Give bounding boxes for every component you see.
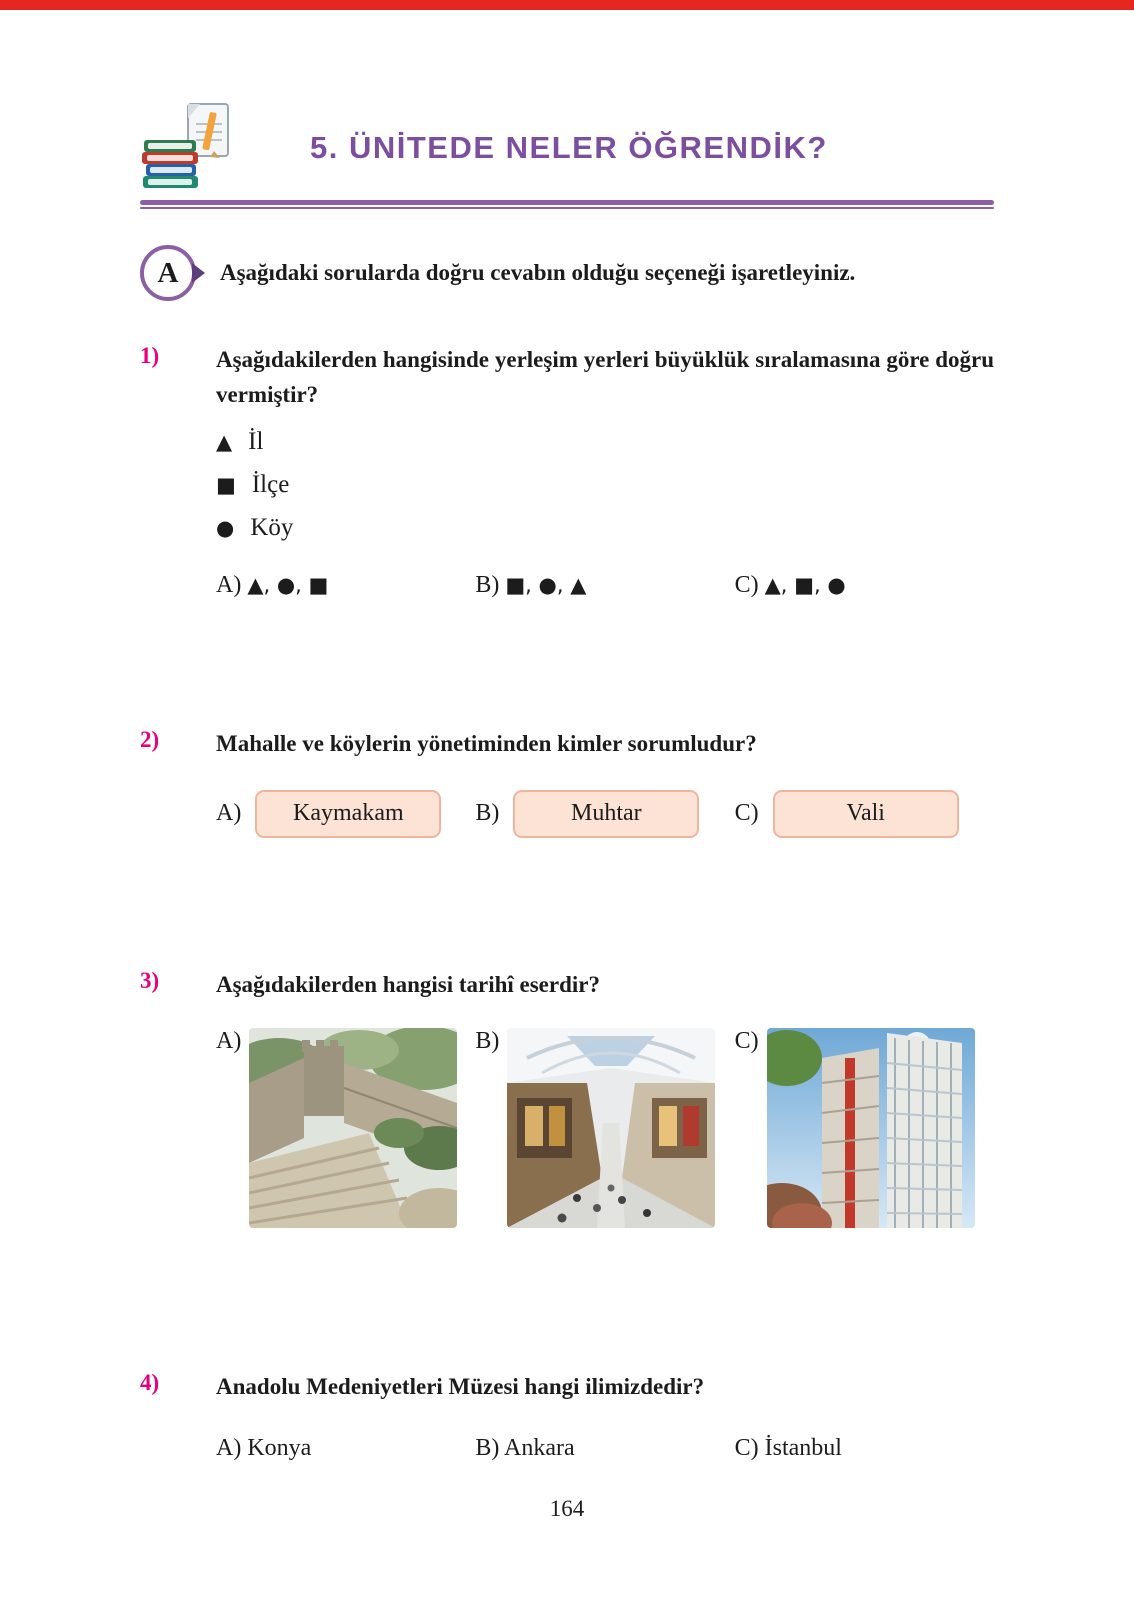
square-symbol-icon: ■ bbox=[216, 472, 236, 497]
option-a[interactable] bbox=[216, 1028, 475, 1228]
option-a[interactable] bbox=[216, 572, 475, 599]
option-b[interactable] bbox=[475, 1435, 734, 1462]
option-letter: B) bbox=[475, 1028, 500, 1054]
unit-header bbox=[140, 102, 994, 194]
option-letter: C) bbox=[734, 1028, 759, 1054]
option-value: ▲, ■, ● bbox=[764, 573, 846, 597]
item-label: Köy bbox=[250, 514, 294, 541]
option-c-answer-box[interactable]: Vali bbox=[773, 790, 959, 838]
page-number: 164 bbox=[549, 1495, 585, 1521]
historic-city-walls-photo bbox=[249, 1028, 457, 1228]
option-b-answer-box[interactable]: Muhtar bbox=[513, 790, 699, 838]
books-and-notepad-icon bbox=[140, 102, 240, 194]
option-a-answer-box[interactable]: Kaymakam bbox=[255, 790, 441, 838]
option-letter: C) bbox=[734, 1434, 759, 1461]
question-1-options bbox=[216, 572, 994, 599]
question-3-options bbox=[216, 1028, 994, 1228]
option-c[interactable] bbox=[735, 572, 994, 599]
item-label: İlçe bbox=[251, 471, 290, 498]
option-value: İstanbul bbox=[764, 1434, 842, 1461]
question-4-text: Anadolu Medeniyetleri Müzesi hangi ilimizdedir? bbox=[216, 1374, 705, 1399]
question-1 bbox=[140, 343, 994, 599]
question-2-number: 2) bbox=[140, 727, 160, 752]
question-4-options bbox=[216, 1435, 994, 1462]
shopping-mall-photo bbox=[507, 1028, 715, 1228]
option-value: Ankara bbox=[504, 1434, 575, 1461]
section-a-letter: A bbox=[157, 256, 179, 289]
item-label: İl bbox=[248, 428, 264, 455]
question-1-items bbox=[216, 428, 994, 542]
question-3-number: 3) bbox=[140, 967, 160, 993]
question-1-text: Aşağıdakilerden hangisinde yerleşim yerleri büyüklük sıralamasına göre doğru vermiştir? bbox=[216, 347, 994, 407]
list-item bbox=[216, 514, 994, 542]
question-4-number: 4) bbox=[140, 1370, 160, 1395]
option-letter: A) bbox=[216, 800, 242, 826]
question-4 bbox=[140, 1370, 994, 1462]
question-2-options bbox=[216, 790, 994, 838]
option-c[interactable] bbox=[735, 1435, 994, 1462]
option-a[interactable] bbox=[216, 1435, 475, 1462]
question-1-number: 1) bbox=[140, 343, 160, 368]
option-letter: A) bbox=[216, 1434, 242, 1461]
option-letter: C) bbox=[734, 800, 759, 826]
option-letter: C) bbox=[734, 572, 759, 598]
question-3 bbox=[140, 968, 994, 1229]
option-value: ■, ●, ▲ bbox=[505, 573, 587, 597]
option-letter: B) bbox=[475, 572, 500, 598]
option-letter: B) bbox=[475, 1434, 500, 1461]
option-letter: A) bbox=[216, 1028, 242, 1054]
option-value: ▲, ●, ■ bbox=[247, 573, 329, 597]
circle-symbol-icon: ● bbox=[216, 515, 235, 540]
apartment-building-photo bbox=[767, 1028, 975, 1228]
option-b[interactable] bbox=[475, 572, 734, 599]
section-a-instruction: Aşağıdaki sorularda doğru cevabın olduğu seçeneği işaretleyiniz. bbox=[220, 260, 856, 285]
option-letter: A) bbox=[216, 572, 242, 598]
option-c[interactable] bbox=[735, 1028, 994, 1228]
option-value: Konya bbox=[247, 1434, 312, 1461]
question-3-text: Aşağıdakilerden hangisi tarihî eserdir? bbox=[216, 971, 600, 997]
option-b[interactable] bbox=[475, 1028, 734, 1228]
unit-title: 5. ÜNİTEDE NELER ÖĞRENDİK? bbox=[310, 130, 828, 165]
section-a-arrow-icon bbox=[192, 263, 205, 283]
option-letter: B) bbox=[475, 800, 500, 826]
page-top-red-bar bbox=[0, 0, 1134, 10]
section-a-badge bbox=[140, 245, 196, 301]
list-item bbox=[216, 428, 994, 456]
worksheet-content bbox=[0, 102, 1134, 1522]
triangle-symbol-icon: ▲ bbox=[216, 429, 233, 454]
section-a bbox=[140, 245, 994, 301]
question-2-text: Mahalle ve köylerin yönetiminden kimler sorumludur? bbox=[216, 731, 757, 756]
question-2 bbox=[140, 727, 994, 838]
header-divider bbox=[140, 200, 994, 209]
list-item bbox=[216, 471, 994, 499]
